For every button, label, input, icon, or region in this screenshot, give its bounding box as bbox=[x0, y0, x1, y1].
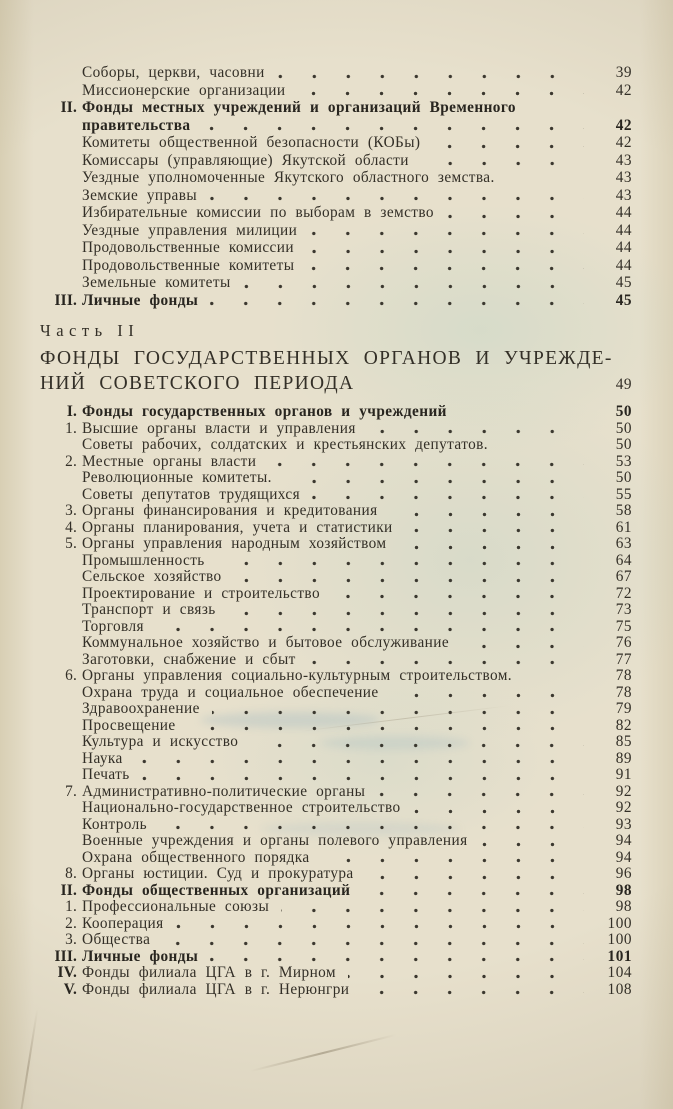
toc-entry bbox=[40, 652, 632, 669]
section-heading-row bbox=[40, 371, 632, 397]
toc-entry-page: 78 bbox=[615, 683, 632, 701]
toc-entry-label: Коммунальное хозяйство и бытовое обслуживание bbox=[82, 634, 450, 651]
toc-entry bbox=[40, 204, 632, 222]
toc-entry-marker: II. bbox=[60, 99, 77, 116]
toc-entry-label: Органы финансирования и кредитования bbox=[82, 502, 378, 519]
dot-leader bbox=[361, 990, 584, 995]
toc-entry-label: Фонды местных учреждений и организаций Временного bbox=[82, 99, 516, 116]
toc-entry bbox=[40, 222, 632, 240]
dot-leader bbox=[135, 759, 584, 764]
toc-entry-page: 100 bbox=[607, 931, 632, 948]
dot-leader bbox=[312, 495, 584, 500]
dot-leader bbox=[297, 91, 584, 96]
toc-entry-page: 42 bbox=[615, 116, 632, 134]
dot-leader bbox=[210, 957, 584, 962]
toc-entry bbox=[40, 454, 632, 471]
toc-entry bbox=[40, 982, 632, 999]
toc-entry-label: Профессиональные союзы bbox=[82, 898, 270, 915]
toc-entry-page: 45 bbox=[615, 291, 632, 309]
dot-leader bbox=[524, 677, 584, 682]
toc-entry-label: Транспорт и связь bbox=[82, 601, 216, 618]
toc-entry-marker: 5. bbox=[65, 535, 77, 552]
toc-entry-marker: 3. bbox=[65, 502, 77, 519]
dot-leader bbox=[277, 74, 584, 79]
toc-entry bbox=[40, 701, 632, 718]
dot-leader bbox=[234, 578, 584, 583]
dot-leader bbox=[391, 693, 584, 698]
toc-entry-label: Советы депутатов трудящихся bbox=[82, 485, 301, 503]
toc-entry-page: 78 bbox=[615, 667, 632, 684]
dot-leader bbox=[390, 512, 584, 517]
toc-entry-page: 43 bbox=[615, 151, 632, 169]
toc-entry-page: 100 bbox=[607, 914, 632, 932]
toc-entry bbox=[40, 569, 632, 586]
toc-entry-label: Фонды филиала ЦГА в г. Нерюнгри bbox=[82, 980, 350, 998]
toc-entry-page: 44 bbox=[615, 221, 632, 239]
dot-leader bbox=[284, 479, 584, 484]
toc-entry-page: 39 bbox=[615, 64, 632, 81]
dot-leader bbox=[176, 924, 584, 929]
dot-leader bbox=[322, 858, 584, 863]
toc-entry bbox=[40, 949, 632, 966]
dot-leader bbox=[142, 776, 584, 781]
toc-entry-label: Органы планирования, учета и статистики bbox=[82, 518, 393, 536]
toc-entry bbox=[40, 134, 632, 152]
toc-entry bbox=[40, 965, 632, 982]
dot-leader bbox=[212, 710, 584, 715]
part-label: Часть II bbox=[40, 321, 140, 340]
toc-entry-label: Органы управления народным хозяйством bbox=[82, 535, 387, 552]
toc-entry bbox=[40, 404, 632, 421]
toc-entry bbox=[40, 619, 632, 636]
toc-entry-label: Охрана труда и социальное обеспечение bbox=[82, 683, 379, 701]
toc-entry-label: Сельское хозяйство bbox=[82, 568, 222, 585]
toc-entry-page: 89 bbox=[615, 749, 632, 767]
toc-entry-label: правительства bbox=[82, 116, 191, 134]
toc-entry-marker: 3. bbox=[65, 931, 77, 948]
toc-part1-list bbox=[40, 64, 632, 309]
dot-leader bbox=[210, 301, 584, 306]
toc-entry bbox=[40, 152, 632, 170]
toc-entry bbox=[40, 239, 632, 257]
toc-entry-page: 50 bbox=[615, 403, 632, 420]
toc-entry bbox=[40, 536, 632, 553]
toc-entry bbox=[40, 800, 632, 817]
toc-entry-label: Кооперация bbox=[82, 914, 164, 932]
toc-entry bbox=[40, 734, 632, 751]
toc-entry-page: 43 bbox=[615, 186, 632, 204]
toc-entry bbox=[40, 932, 632, 949]
toc-entry-label: Продовольственные комиссии bbox=[82, 239, 294, 256]
toc-entry-page: 50 bbox=[615, 469, 632, 486]
toc-entry-label: Уездные управления милиции bbox=[82, 221, 298, 239]
toc-entry-label: Наука bbox=[82, 749, 123, 767]
toc-entry bbox=[40, 883, 632, 900]
toc-entry-label: Органы юстиции. Суд и прокуратура bbox=[82, 865, 354, 882]
toc-entry bbox=[40, 274, 632, 292]
toc-entry-label: Здравоохранение bbox=[82, 700, 200, 717]
toc-entry bbox=[40, 833, 632, 850]
toc-entry bbox=[40, 685, 632, 702]
dot-leader bbox=[348, 974, 584, 979]
toc-entry-page: 73 bbox=[615, 601, 632, 618]
dot-leader bbox=[528, 109, 584, 114]
toc-entry-label: Земские управы bbox=[82, 186, 198, 204]
toc-entry-marker: III. bbox=[54, 291, 77, 309]
toc-entry-marker: 7. bbox=[65, 782, 77, 800]
toc-entry-label: Местные органы власти bbox=[82, 452, 257, 470]
toc-entry-label: Фонды государственных органов и учреждений bbox=[82, 403, 447, 420]
dot-leader bbox=[308, 660, 584, 665]
toc-entry-page: 75 bbox=[615, 617, 632, 635]
toc-entry-page: 53 bbox=[615, 452, 632, 470]
toc-entry-label: Контроль bbox=[82, 815, 148, 833]
toc-entry bbox=[40, 866, 632, 883]
toc-entry-page: 55 bbox=[615, 485, 632, 503]
toc-entry bbox=[40, 99, 632, 117]
toc-entry-page: 92 bbox=[615, 782, 632, 800]
dot-leader bbox=[309, 231, 584, 236]
dot-leader bbox=[156, 627, 584, 632]
dot-leader bbox=[405, 528, 584, 533]
dot-leader bbox=[507, 179, 584, 184]
toc-entry-label: Личные фонды bbox=[82, 947, 199, 965]
toc-entry-marker: V. bbox=[63, 980, 77, 998]
toc-entry-page: 85 bbox=[615, 733, 632, 750]
toc-entry bbox=[40, 421, 632, 438]
dot-leader bbox=[366, 875, 584, 880]
toc-entry-page: 72 bbox=[615, 584, 632, 602]
toc-entry bbox=[40, 470, 632, 487]
toc-entry-label: Общества bbox=[82, 931, 151, 948]
section-heading-row bbox=[40, 346, 632, 371]
dot-leader bbox=[432, 144, 584, 149]
toc-entry bbox=[40, 899, 632, 916]
toc-entry-marker: IV. bbox=[57, 964, 77, 981]
toc-entry-page: 58 bbox=[615, 502, 632, 519]
toc-entry bbox=[40, 784, 632, 801]
toc-entry-marker: 2. bbox=[65, 452, 77, 470]
paper-crease bbox=[18, 1009, 39, 1109]
dot-leader bbox=[159, 825, 584, 830]
dot-leader bbox=[243, 284, 584, 289]
toc-entry-label: Фонды филиала ЦГА в г. Мирном bbox=[82, 964, 336, 981]
toc-entry-label: Высшие органы власти и управления bbox=[82, 419, 356, 437]
dot-leader bbox=[480, 842, 584, 847]
dot-leader bbox=[362, 891, 584, 896]
toc-entry bbox=[40, 257, 632, 275]
toc-entry-marker: III. bbox=[54, 947, 77, 965]
toc-entry-label: Земельные комитеты bbox=[82, 274, 231, 291]
toc-entry-page: 43 bbox=[615, 169, 632, 186]
toc-entry-page: 50 bbox=[615, 436, 632, 453]
toc-entry bbox=[40, 64, 632, 82]
toc-entry bbox=[40, 117, 632, 135]
toc-entry bbox=[40, 767, 632, 784]
toc-entry-label: Административно-политические органы bbox=[82, 782, 366, 800]
toc-entry-marker: I. bbox=[66, 403, 77, 420]
toc-entry-page: 98 bbox=[615, 898, 632, 915]
toc-entry bbox=[40, 437, 632, 454]
dot-leader bbox=[332, 594, 584, 599]
toc-entry-page: 92 bbox=[615, 799, 632, 816]
toc-entry-label: Миссионерские организации bbox=[82, 81, 286, 99]
toc-entry-page: 61 bbox=[615, 518, 632, 536]
toc-entry bbox=[40, 817, 632, 834]
dot-leader bbox=[188, 726, 584, 731]
toc-entry-label: Просвещение bbox=[82, 716, 176, 734]
toc-entry bbox=[40, 635, 632, 652]
dot-leader bbox=[413, 809, 584, 814]
toc-entry bbox=[40, 292, 632, 310]
toc-entry bbox=[40, 169, 632, 187]
dot-leader bbox=[421, 161, 584, 166]
toc-entry-page: 82 bbox=[615, 716, 632, 734]
dot-leader bbox=[368, 429, 584, 434]
toc-entry-page: 76 bbox=[615, 634, 632, 651]
toc-entry-page: 42 bbox=[615, 134, 632, 151]
dot-leader bbox=[281, 908, 584, 913]
dot-leader bbox=[250, 743, 584, 748]
dot-leader bbox=[500, 446, 584, 451]
toc-entry-page: 104 bbox=[607, 964, 632, 981]
toc-entry-label: Советы рабочих, солдатских и крестьянских депутатов. bbox=[82, 436, 488, 453]
toc-entry-page: 108 bbox=[607, 980, 632, 998]
dot-leader bbox=[162, 941, 584, 946]
toc-entry bbox=[40, 187, 632, 205]
toc-entry bbox=[40, 586, 632, 603]
dot-leader bbox=[377, 792, 584, 797]
toc-entry-page: 63 bbox=[615, 535, 632, 552]
toc-entry-page: 44 bbox=[615, 239, 632, 256]
toc-entry-page: 64 bbox=[615, 551, 632, 569]
dot-leader bbox=[461, 644, 584, 649]
toc-entry-label: Революционные комитеты. bbox=[82, 469, 272, 486]
toc-entry-page: 44 bbox=[615, 256, 632, 274]
toc-entry bbox=[40, 668, 632, 685]
toc-entry-page: 50 bbox=[615, 419, 632, 437]
toc-entry-page: 79 bbox=[615, 700, 632, 717]
toc-entry-label: Военные учреждения и органы полевого управления bbox=[82, 832, 468, 849]
toc-entry-page: 91 bbox=[615, 766, 632, 783]
toc-entry bbox=[40, 487, 632, 504]
toc-entry bbox=[40, 602, 632, 619]
toc-entry-marker: 1. bbox=[65, 419, 77, 437]
toc-entry-label: Культура и искусство bbox=[82, 733, 239, 750]
toc-entry-marker: 6. bbox=[65, 667, 77, 684]
toc-entry-page: 96 bbox=[615, 865, 632, 882]
dot-leader bbox=[306, 266, 584, 271]
toc-content bbox=[40, 64, 632, 998]
toc-entry bbox=[40, 520, 632, 537]
toc-entry bbox=[40, 503, 632, 520]
toc-entry bbox=[40, 916, 632, 933]
toc-entry-label: Проектирование и строительство bbox=[82, 584, 320, 602]
toc-entry-marker: II. bbox=[60, 881, 77, 899]
toc-entry-label: Избирательные комиссии по выборам в земство bbox=[82, 204, 434, 221]
scan-scratch bbox=[250, 1034, 396, 1072]
toc-entry-label: Личные фонды bbox=[82, 291, 199, 309]
dot-leader bbox=[446, 214, 584, 219]
toc-entry-page: 42 bbox=[615, 81, 632, 99]
toc-entry-label: Соборы, церкви, часовни bbox=[82, 64, 265, 81]
toc-entry bbox=[40, 850, 632, 867]
toc-entry-marker: 1. bbox=[65, 898, 77, 915]
toc-entry-marker: 2. bbox=[65, 914, 77, 932]
dot-leader bbox=[209, 196, 584, 201]
toc-entry-label: Фонды общественных организаций bbox=[82, 881, 351, 899]
toc-entry-label: Комиссары (управляющие) Якутской области bbox=[82, 151, 409, 169]
toc-entry-label: Торговля bbox=[82, 617, 144, 635]
section-heading-page: 49 bbox=[615, 376, 632, 393]
toc-entry-label: Органы управления социально-культурным строительством. bbox=[82, 667, 513, 684]
toc-entry-page: 94 bbox=[615, 848, 632, 866]
toc-entry-label: Национально-государственное строительство bbox=[82, 799, 401, 816]
section-heading bbox=[40, 346, 632, 397]
dot-leader bbox=[399, 545, 585, 550]
toc-entry bbox=[40, 82, 632, 100]
toc-entry-page: 44 bbox=[615, 204, 632, 221]
dot-leader bbox=[217, 561, 584, 566]
toc-entry-marker: 8. bbox=[65, 865, 77, 882]
section-heading-line2: НИЙ СОВЕТСКОГО ПЕРИОДА bbox=[40, 373, 355, 394]
dot-leader bbox=[202, 126, 584, 131]
toc-entry-label: Уездные уполномоченные Якутского областного земства. bbox=[82, 169, 495, 186]
toc-entry-label: Заготовки, снабжение и сбыт bbox=[82, 650, 296, 668]
toc-entry-label: Продовольственные комитеты bbox=[82, 256, 295, 274]
dot-leader bbox=[459, 413, 584, 418]
toc-entry-label: Комитеты общественной безопасности (КОБы) bbox=[82, 134, 421, 151]
toc-entry-label: Печать bbox=[82, 766, 130, 783]
toc-entry-page: 98 bbox=[615, 881, 632, 899]
toc-part2-list bbox=[40, 404, 632, 998]
toc-entry-page: 45 bbox=[615, 274, 632, 291]
dot-leader bbox=[228, 611, 584, 616]
toc-entry-page: 67 bbox=[615, 568, 632, 585]
toc-entry bbox=[40, 553, 632, 570]
toc-entry-label: Охрана общественного порядка bbox=[82, 848, 310, 866]
toc-entry-page: 94 bbox=[615, 832, 632, 849]
toc-entry bbox=[40, 718, 632, 735]
toc-entry-marker: 4. bbox=[65, 518, 77, 536]
toc-entry-page: 101 bbox=[607, 947, 632, 965]
dot-leader bbox=[306, 249, 584, 254]
toc-entry-label: Промышленность bbox=[82, 551, 205, 569]
section-heading-line1: ФОНДЫ ГОСУДАРСТВЕННЫХ ОРГАНОВ И УЧРЕЖДЕ- bbox=[40, 348, 613, 369]
toc-entry bbox=[40, 751, 632, 768]
toc-entry-page: 77 bbox=[615, 650, 632, 668]
toc-entry-page: 93 bbox=[615, 815, 632, 833]
dot-leader bbox=[268, 462, 584, 467]
